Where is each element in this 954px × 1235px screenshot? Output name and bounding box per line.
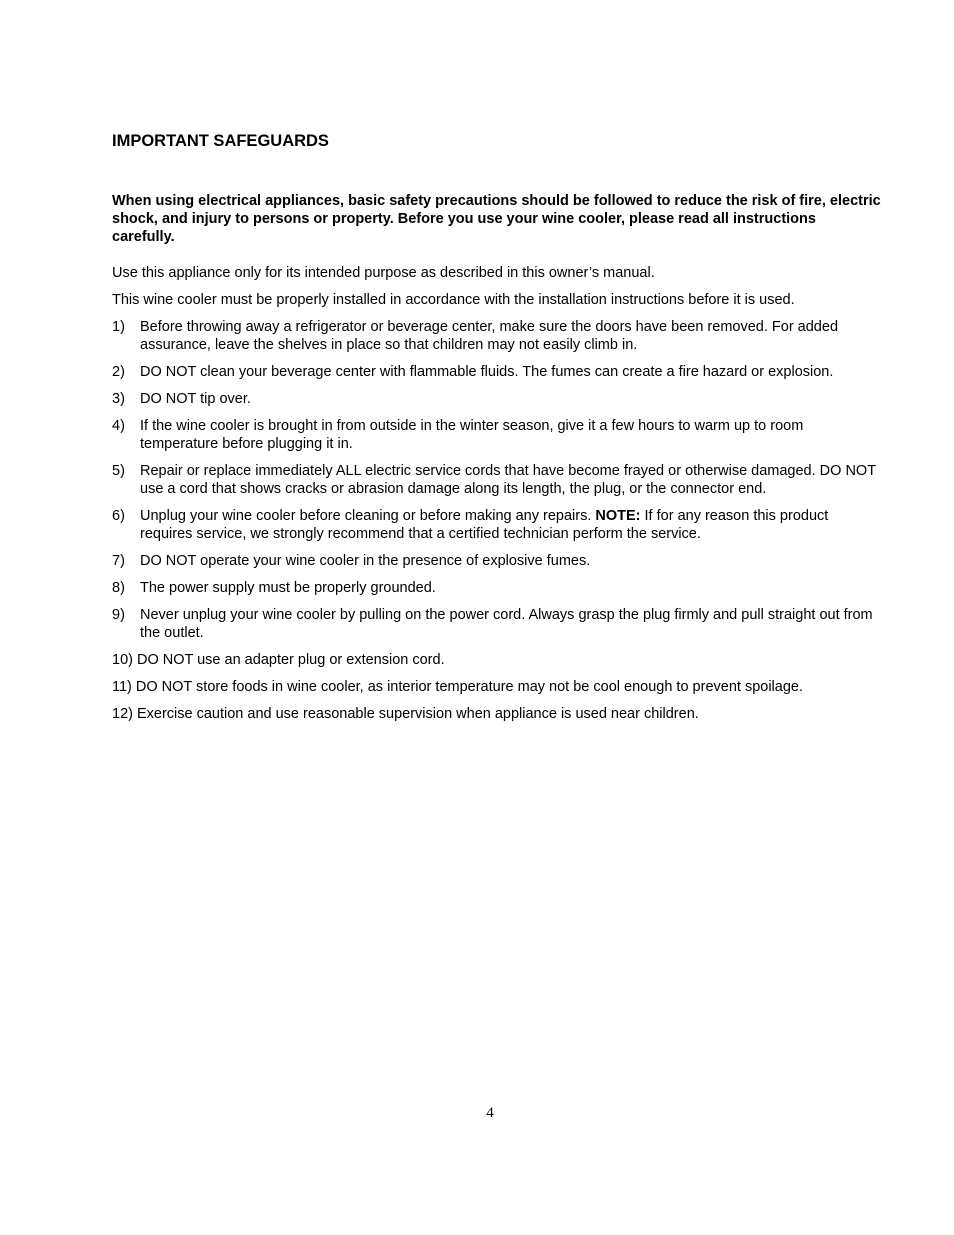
note-text: If for any reason this product requires service, we strongly recommend that a certified technician perform the service.: [140, 508, 829, 542]
list-item: [112, 651, 882, 669]
list-item-text: DO NOT tip over.: [140, 391, 251, 407]
list-item: [112, 318, 882, 354]
installation-paragraph: This wine cooler must be properly installed in accordance with the installation instructions before it is used.: [112, 292, 795, 308]
list-item-number: 8): [112, 580, 125, 596]
page-title: IMPORTANT SAFEGUARDS: [112, 132, 329, 150]
list-item: [112, 552, 882, 570]
list-item: [112, 462, 882, 498]
list-item: [112, 363, 882, 381]
page-number: 4: [486, 1105, 494, 1121]
list-item-number: 3): [112, 391, 125, 407]
list-item-text: Never unplug your wine cooler by pulling on the power cord. Always grasp the plug firmly and pull straight out from the outlet.: [140, 607, 873, 641]
list-item-text: Exercise caution and use reasonable supervision when appliance is used near children.: [136, 706, 699, 722]
list-item-number: 5): [112, 463, 125, 479]
list-item-text: DO NOT store foods in wine cooler, as interior temperature may not be cool enough to prevent spoilage.: [135, 679, 803, 695]
intended-use-paragraph: Use this appliance only for its intended purpose as described in this owner’s manual.: [112, 265, 655, 281]
list-item-number: 6): [112, 508, 125, 524]
list-item-text: If the wine cooler is brought in from outside in the winter season, give it a few hours to warm up to room temperature before plugging it in.: [140, 418, 804, 452]
list-item-text: Before throwing away a refrigerator or beverage center, make sure the doors have been removed. For added assurance, leave the shelves in place so that children may not easily climb in.: [140, 319, 839, 353]
list-item-number: 11): [112, 679, 132, 695]
list-item: [112, 417, 882, 453]
list-item-number: 4): [112, 418, 125, 434]
list-item: [112, 606, 882, 642]
list-item-number: 2): [112, 364, 125, 380]
list-item-text: Repair or replace immediately ALL electric service cords that have become frayed or otherwise damaged. DO NOT use a cord that shows cracks or abrasion damage along its length, the plug, or the connector end.: [140, 463, 876, 497]
safety-intro: When using electrical appliances, basic safety precautions should be followed to reduce the risk of fire, electric shock, and injury to persons or property. Before you use your wine cooler, please read all instructions carefully.: [112, 193, 881, 245]
list-item: [112, 705, 882, 723]
list-item-text: DO NOT operate your wine cooler in the presence of explosive fumes.: [140, 553, 591, 569]
list-item: [112, 507, 882, 543]
list-item: [112, 678, 882, 696]
list-item-text: The power supply must be properly grounded.: [140, 580, 436, 596]
list-item-text: Unplug your wine cooler before cleaning or before making any repairs.: [140, 508, 596, 524]
list-item-number: 9): [112, 607, 125, 623]
list-item-text: DO NOT use an adapter plug or extension cord.: [136, 652, 445, 668]
list-item-number: 10): [112, 652, 133, 668]
list-item-number: 1): [112, 319, 125, 335]
list-item-number: 7): [112, 553, 125, 569]
list-item: [112, 579, 882, 597]
safeguards-list: [112, 318, 882, 732]
list-item-number: 12): [112, 706, 133, 722]
list-item: [112, 390, 882, 408]
list-item-text: DO NOT clean your beverage center with flammable fluids. The fumes can create a fire hazard or explosion.: [140, 364, 834, 380]
note-label: NOTE:: [595, 508, 641, 524]
